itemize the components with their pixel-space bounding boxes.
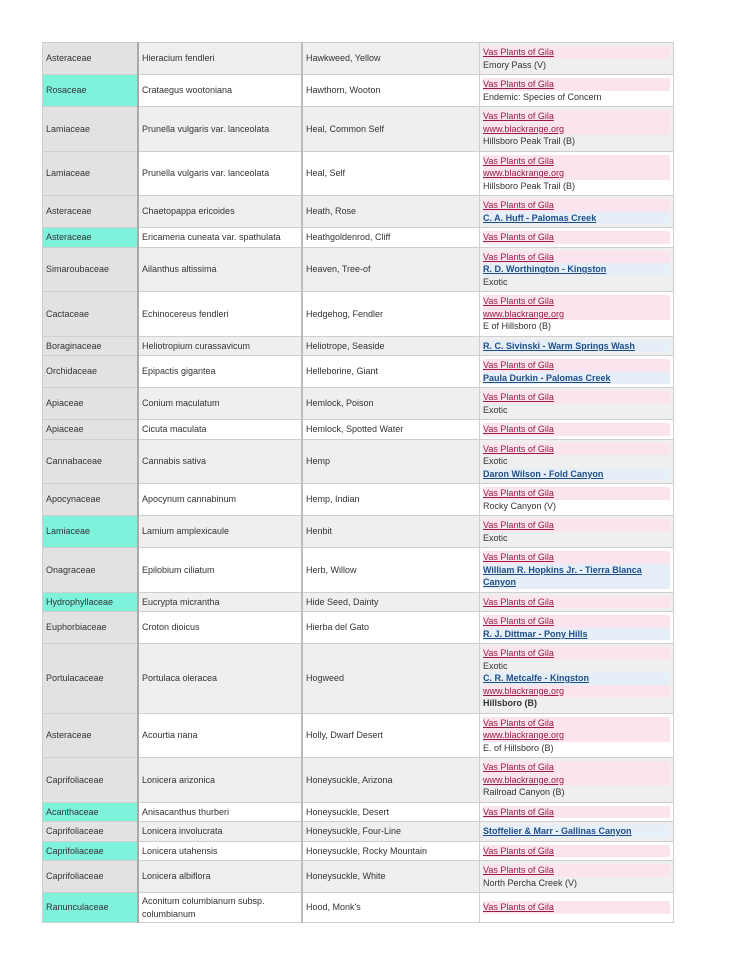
reference-link[interactable]: Vas Plants of Gila xyxy=(483,845,670,858)
reference-link[interactable]: R. D. Worthington - Kingston xyxy=(483,263,670,276)
scientific-name-cell: Eucrypta micrantha xyxy=(138,592,302,612)
scientific-name-cell: Aconitum columbianum subsp. columbianum xyxy=(138,893,302,923)
reference-note: E. of Hillsboro (B) xyxy=(483,742,554,753)
common-name-cell: Hogweed xyxy=(302,644,480,714)
scientific-name-cell: Hieracium fendleri xyxy=(138,43,302,75)
references-cell xyxy=(480,420,674,440)
family-cell: Apiaceae xyxy=(43,388,139,420)
reference-note: Exotic xyxy=(483,456,508,466)
family-cell: Apiaceae xyxy=(43,420,139,440)
family-cell: Caprifoliaceae xyxy=(43,861,139,893)
references-cell xyxy=(480,644,674,714)
reference-link[interactable]: R. C. Sivinski - Warm Springs Wash xyxy=(483,340,670,353)
scientific-name-cell: Heliotropium curassavicum xyxy=(138,336,302,356)
family-cell: Rosaceae xyxy=(43,75,139,107)
reference-link[interactable]: Daron Wilson - Fold Canyon xyxy=(483,468,670,481)
table-row xyxy=(43,292,674,337)
scientific-name-cell: Portulaca oleracea xyxy=(138,644,302,714)
reference-note: Endemic: Species of Concern xyxy=(483,91,602,102)
family-cell: Cannabaceae xyxy=(43,439,139,484)
reference-link[interactable]: www.blackrange.org xyxy=(483,685,670,698)
family-cell: Lamiaceae xyxy=(43,516,139,548)
table-row xyxy=(43,548,674,593)
table-row xyxy=(43,758,674,803)
scientific-name-cell: Ailanthus altissima xyxy=(138,247,302,292)
common-name-cell: Heaven, Tree-of xyxy=(302,247,480,292)
reference-link[interactable]: Vas Plants of Gila xyxy=(483,647,670,660)
reference-link[interactable]: Vas Plants of Gila xyxy=(483,761,670,774)
scientific-name-cell: Crataegus wootoniana xyxy=(138,75,302,107)
family-cell: Orchidaceae xyxy=(43,356,139,388)
reference-link[interactable]: Vas Plants of Gila xyxy=(483,231,670,244)
references-cell xyxy=(480,439,674,484)
common-name-cell: Hemlock, Spotted Water xyxy=(302,420,480,440)
scientific-name-cell: Lonicera involucrata xyxy=(138,822,302,842)
table-row xyxy=(43,228,674,248)
table-row xyxy=(43,439,674,484)
reference-link[interactable]: C. R. Metcalfe - Kingston xyxy=(483,672,670,685)
reference-note: Exotic xyxy=(483,660,508,671)
table-row xyxy=(43,247,674,292)
references-cell xyxy=(480,516,674,548)
reference-link[interactable]: Vas Plants of Gila xyxy=(483,596,670,609)
family-cell: Asteraceae xyxy=(43,228,139,248)
family-cell: Acanthaceae xyxy=(43,802,139,822)
common-name-cell: Hemp xyxy=(302,439,480,484)
references-cell xyxy=(480,151,674,196)
reference-link[interactable]: Stoffelier & Marr - Gallinas Canyon xyxy=(483,825,670,838)
scientific-name-cell: Epipactis gigantea xyxy=(138,356,302,388)
table-row xyxy=(43,713,674,758)
table-row xyxy=(43,388,674,420)
common-name-cell: Hide Seed, Dainty xyxy=(302,592,480,612)
scientific-name-cell: Apocynum cannabinum xyxy=(138,484,302,516)
references-cell xyxy=(480,758,674,803)
common-name-cell: Hood, Monk's xyxy=(302,893,480,923)
scientific-name-cell: Chaetopappa ericoides xyxy=(138,196,302,228)
reference-link[interactable]: www.blackrange.org xyxy=(483,123,670,136)
references-cell xyxy=(480,107,674,152)
reference-link[interactable]: Vas Plants of Gila xyxy=(483,615,670,628)
references-cell xyxy=(480,356,674,388)
reference-link[interactable]: William R. Hopkins Jr. - Tierra Blanca Canyon xyxy=(483,564,670,589)
reference-link[interactable]: Vas Plants of Gila xyxy=(483,423,670,436)
family-cell: Caprifoliaceae xyxy=(43,758,139,803)
common-name-cell: Hawthorn, Wooton xyxy=(302,75,480,107)
reference-note: Rocky Canyon (V) xyxy=(483,500,557,511)
common-name-cell: Honeysuckle, White xyxy=(302,861,480,893)
reference-link[interactable]: www.blackrange.org xyxy=(483,729,670,742)
reference-link[interactable]: Vas Plants of Gila xyxy=(483,901,670,914)
common-name-cell: Hemp, Indian xyxy=(302,484,480,516)
scientific-name-cell: Lamium amplexicaule xyxy=(138,516,302,548)
reference-link[interactable]: Vas Plants of Gila xyxy=(483,251,670,264)
scientific-name-cell: Epilobium ciliatum xyxy=(138,548,302,593)
references-cell xyxy=(480,484,674,516)
table-row xyxy=(43,893,674,923)
common-name-cell: Holly, Dwarf Desert xyxy=(302,713,480,758)
table-row xyxy=(43,841,674,861)
reference-link[interactable]: Vas Plants of Gila xyxy=(483,199,670,212)
scientific-name-cell: Croton dioicus xyxy=(138,612,302,644)
table-row xyxy=(43,356,674,388)
scientific-name-cell: Lonicera arizonica xyxy=(138,758,302,803)
family-cell: Caprifoliaceae xyxy=(43,822,139,842)
table-row xyxy=(43,592,674,612)
table-row xyxy=(43,644,674,714)
references-cell xyxy=(480,612,674,644)
family-cell: Simaroubaceae xyxy=(43,247,139,292)
family-cell: Hydrophyllaceae xyxy=(43,592,139,612)
reference-link[interactable]: Vas Plants of Gila xyxy=(483,864,670,877)
scientific-name-cell: Cannabis sativa xyxy=(138,439,302,484)
reference-link[interactable]: www.blackrange.org xyxy=(483,167,670,180)
table-row xyxy=(43,336,674,356)
references-cell xyxy=(480,592,674,612)
common-name-cell: Herb, Willow xyxy=(302,548,480,593)
reference-link[interactable]: Vas Plants of Gila xyxy=(483,46,670,59)
family-cell: Euphorbiaceae xyxy=(43,612,139,644)
common-name-cell: Honeysuckle, Four-Line xyxy=(302,822,480,842)
reference-link[interactable]: Vas Plants of Gila xyxy=(483,487,670,500)
common-name-cell: Hedgehog, Fendler xyxy=(302,292,480,337)
table-row xyxy=(43,151,674,196)
table-row xyxy=(43,75,674,107)
scientific-name-cell: Echinocereus fendleri xyxy=(138,292,302,337)
reference-note: Railroad Canyon (B) xyxy=(483,787,565,797)
reference-link[interactable]: Vas Plants of Gila xyxy=(483,717,670,730)
common-name-cell: Honeysuckle, Rocky Mountain xyxy=(302,841,480,861)
table-body xyxy=(43,43,674,923)
family-cell: Cactaceae xyxy=(43,292,139,337)
common-name-cell: Hemlock, Poison xyxy=(302,388,480,420)
family-cell: Lamiaceae xyxy=(43,151,139,196)
table-row xyxy=(43,43,674,75)
common-name-cell: Heath, Rose xyxy=(302,196,480,228)
family-cell: Lamiaceae xyxy=(43,107,139,152)
references-cell xyxy=(480,247,674,292)
family-cell: Onagraceae xyxy=(43,548,139,593)
reference-link[interactable]: C. A. Huff - Palomas Creek xyxy=(483,212,670,225)
references-cell xyxy=(480,196,674,228)
references-cell xyxy=(480,388,674,420)
scientific-name-cell: Conium maculatum xyxy=(138,388,302,420)
table-row xyxy=(43,196,674,228)
reference-link[interactable]: Vas Plants of Gila xyxy=(483,519,670,532)
table-row xyxy=(43,484,674,516)
reference-link[interactable]: Vas Plants of Gila xyxy=(483,443,670,456)
references-cell xyxy=(480,548,674,593)
reference-link[interactable]: R. J. Dittmar - Pony Hills xyxy=(483,628,670,641)
reference-link[interactable]: www.blackrange.org xyxy=(483,774,670,787)
plant-species-table xyxy=(42,42,674,923)
references-cell xyxy=(480,75,674,107)
references-cell xyxy=(480,861,674,893)
common-name-cell: Honeysuckle, Arizona xyxy=(302,758,480,803)
reference-link[interactable]: Vas Plants of Gila xyxy=(483,391,670,404)
reference-link[interactable]: Vas Plants of Gila xyxy=(483,295,670,308)
family-cell: Caprifoliaceae xyxy=(43,841,139,861)
common-name-cell: Heal, Self xyxy=(302,151,480,196)
reference-note: Hillsboro Peak Trail (B) xyxy=(483,136,576,146)
common-name-cell: Hierba del Gato xyxy=(302,612,480,644)
common-name-cell: Hawkweed, Yellow xyxy=(302,43,480,75)
references-cell xyxy=(480,893,674,923)
reference-link[interactable]: Vas Plants of Gila xyxy=(483,359,670,372)
table-row xyxy=(43,516,674,548)
table-row xyxy=(43,612,674,644)
common-name-cell: Heathgoldenrod, Cliff xyxy=(302,228,480,248)
scientific-name-cell: Prunella vulgaris var. lanceolata xyxy=(138,107,302,152)
common-name-cell: Honeysuckle, Desert xyxy=(302,802,480,822)
scientific-name-cell: Lonicera albiflora xyxy=(138,861,302,893)
references-cell xyxy=(480,228,674,248)
reference-note: Exotic xyxy=(483,276,508,287)
scientific-name-cell: Anisacanthus thurberi xyxy=(138,802,302,822)
references-cell xyxy=(480,292,674,337)
family-cell: Portulacaceae xyxy=(43,644,139,714)
family-cell: Apocynaceae xyxy=(43,484,139,516)
family-cell: Asteraceae xyxy=(43,713,139,758)
common-name-cell: Henbit xyxy=(302,516,480,548)
family-cell: Asteraceae xyxy=(43,43,139,75)
scientific-name-cell: Lonicera utahensis xyxy=(138,841,302,861)
table-row xyxy=(43,107,674,152)
common-name-cell: Heal, Common Self xyxy=(302,107,480,152)
table-row xyxy=(43,822,674,842)
reference-link[interactable]: Vas Plants of Gila xyxy=(483,155,670,168)
table-row xyxy=(43,861,674,893)
reference-note: Hillsboro (B) xyxy=(483,698,537,708)
reference-link[interactable]: Vas Plants of Gila xyxy=(483,78,670,91)
references-cell xyxy=(480,802,674,822)
reference-note: E of Hillsboro (B) xyxy=(483,321,552,331)
reference-note: Exotic xyxy=(483,532,508,543)
references-cell xyxy=(480,713,674,758)
reference-note: Emory Pass (V) xyxy=(483,59,547,70)
table-row xyxy=(43,420,674,440)
common-name-cell: Helleborine, Giant xyxy=(302,356,480,388)
references-cell xyxy=(480,336,674,356)
scientific-name-cell: Cicuta maculata xyxy=(138,420,302,440)
references-cell xyxy=(480,841,674,861)
table-row xyxy=(43,802,674,822)
reference-note: Hillsboro Peak Trail (B) xyxy=(483,180,576,191)
family-cell: Asteraceae xyxy=(43,196,139,228)
reference-link[interactable]: Vas Plants of Gila xyxy=(483,110,670,123)
scientific-name-cell: Ericameria cuneata var. spathulata xyxy=(138,228,302,248)
family-cell: Ranunculaceae xyxy=(43,893,139,923)
scientific-name-cell: Acourtia nana xyxy=(138,713,302,758)
reference-link[interactable]: Paula Durkin - Palomas Creek xyxy=(483,372,670,385)
references-cell xyxy=(480,43,674,75)
reference-note: Exotic xyxy=(483,404,508,415)
family-cell: Boraginaceae xyxy=(43,336,139,356)
references-cell xyxy=(480,822,674,842)
reference-link[interactable]: www.blackrange.org xyxy=(483,308,670,321)
common-name-cell: Heliotrope, Seaside xyxy=(302,336,480,356)
reference-link[interactable]: Vas Plants of Gila xyxy=(483,806,670,819)
reference-link[interactable]: Vas Plants of Gila xyxy=(483,551,670,564)
scientific-name-cell: Prunella vulgaris var. lanceolata xyxy=(138,151,302,196)
reference-note: North Percha Creek (V) xyxy=(483,877,578,888)
